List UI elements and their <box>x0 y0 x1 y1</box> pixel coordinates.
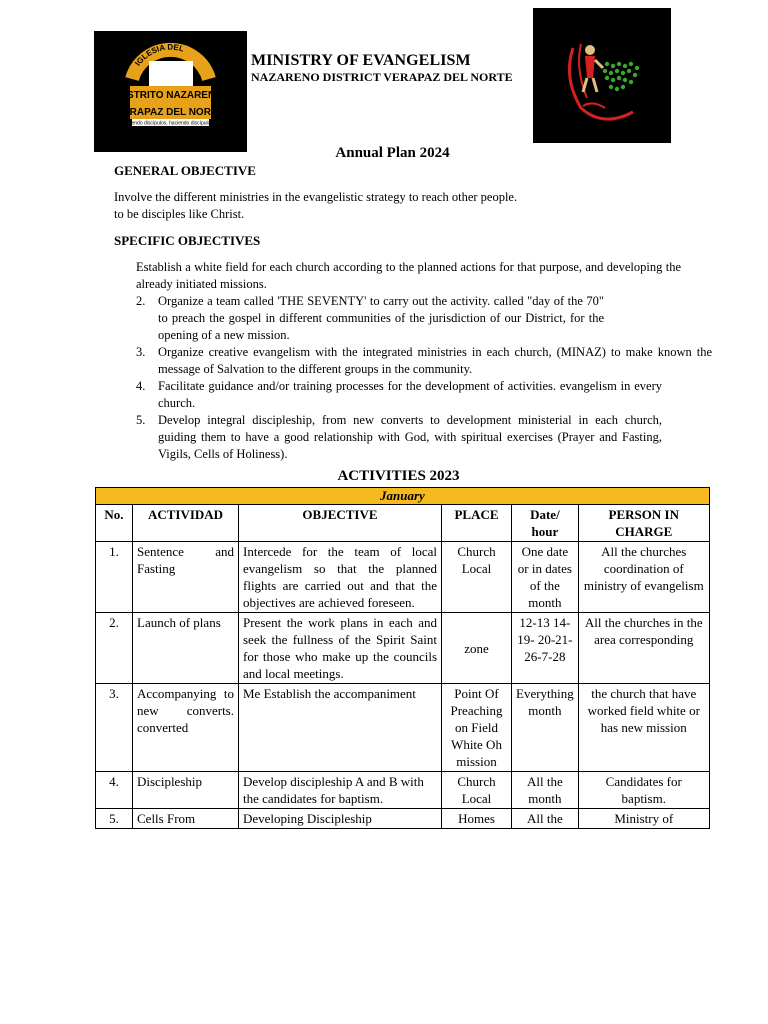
row-no: 1. <box>96 542 133 613</box>
activities-title: ACTIVITIES 2023 <box>337 468 460 484</box>
row-objective: Me Establish the accompaniment <box>239 684 442 772</box>
objective-text: Facilitate guidance and/or training processes for the development of activities. evangelism in every church. <box>158 379 662 410</box>
table-row <box>96 772 710 809</box>
row-place: Point Of Preaching on Field White Oh mission <box>442 684 512 772</box>
row-activity: Launch of plans <box>133 613 239 684</box>
table-row <box>96 613 710 684</box>
table-row <box>96 809 710 829</box>
objective-text: Establish a white field for each church according to the planned actions for that purpose, and developing the already initiated missions. <box>136 260 681 291</box>
row-no: 5. <box>96 809 133 829</box>
row-no: 3. <box>96 684 133 772</box>
table-row <box>96 684 710 772</box>
row-place: Church Local <box>442 772 512 809</box>
col-header-objective: OBJECTIVE <box>239 505 442 542</box>
row-person: All the churches coordination of ministry of evangelism <box>578 542 709 613</box>
row-no: 4. <box>96 772 133 809</box>
col-header-place: PLACE <box>442 505 512 542</box>
objective-item <box>136 344 712 378</box>
objective-number: 2. <box>136 294 146 308</box>
month-label: January <box>96 488 710 505</box>
col-header-activity: ACTIVIDAD <box>133 505 239 542</box>
row-place: zone <box>442 613 512 684</box>
evangelism-logo <box>533 8 671 143</box>
row-person: Candidates for baptism. <box>578 772 709 809</box>
objective-item <box>136 259 681 293</box>
plan-title: Annual Plan 2024 <box>335 145 450 161</box>
row-person: the church that have worked field white or has new mission <box>578 684 709 772</box>
activities-table <box>95 487 710 829</box>
col-header-no: No. <box>96 505 133 542</box>
row-activity: Discipleship <box>133 772 239 809</box>
table-row <box>96 542 710 613</box>
objective-number: 4. <box>136 379 146 393</box>
general-objective-line: to be disciples like Christ. <box>114 207 245 221</box>
logo-line1: DISTRITO NAZARENO <box>117 90 223 101</box>
objective-item <box>136 293 604 344</box>
objective-item <box>136 412 662 463</box>
logo-tagline: Siendo discípulos, haciendo discípulos <box>127 120 213 127</box>
row-objective: Develop discipleship A and B with the candidates for baptism. <box>239 772 442 809</box>
row-activity: Accompanying to new converts. converted <box>133 684 239 772</box>
row-activity: Cells From <box>133 809 239 829</box>
row-no: 2. <box>96 613 133 684</box>
row-objective: Intercede for the team of local evangelism so that the planned flights are carried out and that the objectives are achieved foreseen. <box>239 542 442 613</box>
org-title: MINISTRY OF EVANGELISM <box>251 52 471 69</box>
row-objective: Present the work plans in each and seek the fullness of the Spirit Saint for those who make up the councils and local meetings. <box>239 613 442 684</box>
row-activity: Sentence and Fasting <box>133 542 239 613</box>
specific-objectives-list <box>136 259 712 463</box>
general-objective-line: Involve the different ministries in the evangelistic strategy to reach other people. <box>114 190 518 204</box>
row-person: All the churches in the area corresponding <box>578 613 709 684</box>
objective-text: Organize creative evangelism with the integrated ministries in each church, (MINAZ) to make known the message of Salvation to the different groups in the community. <box>158 345 712 376</box>
general-objective-text <box>114 189 634 223</box>
district-logo <box>94 31 247 152</box>
row-date: One date or in dates of the month <box>512 542 579 613</box>
month-row <box>96 488 710 505</box>
row-date: 12-13 14-19- 20-21- 26-7-28 <box>512 613 579 684</box>
row-place: Church Local <box>442 542 512 613</box>
row-place: Homes <box>442 809 512 829</box>
col-header-date: Date/ hour <box>512 505 579 542</box>
row-date: All the <box>512 809 579 829</box>
row-date: Everything month <box>512 684 579 772</box>
logo-line2: VERAPAZ DEL NORTE <box>116 107 224 118</box>
objective-item <box>136 378 662 412</box>
specific-objectives-heading: SPECIFIC OBJECTIVES <box>114 233 261 248</box>
objective-text: Develop integral discipleship, from new converts to development ministerial in each church, guiding them to have a good relationship with God, with spiritual exercises (Prayer and Fasting, Vigils, Cells of Holiness). <box>158 413 662 461</box>
row-objective: Developing Discipleship <box>239 809 442 829</box>
general-objective-heading: GENERAL OBJECTIVE <box>114 163 256 178</box>
objective-text: Organize a team called 'THE SEVENTY' to carry out the activity. called "day of the 70" to preach the gospel in different communities of the jurisdiction of our District, for the opening of a new mission. <box>158 294 604 342</box>
logo-arc-text: IGLESIA DEL <box>133 42 186 68</box>
row-person: Ministry of <box>578 809 709 829</box>
objective-number: 3. <box>136 345 146 359</box>
objective-number: 5. <box>136 413 146 427</box>
org-subtitle: NAZARENO DISTRICT VERAPAZ DEL NORTE <box>251 70 513 84</box>
table-header-row <box>96 505 710 542</box>
col-header-person: PERSON IN CHARGE <box>578 505 709 542</box>
row-date: All the month <box>512 772 579 809</box>
